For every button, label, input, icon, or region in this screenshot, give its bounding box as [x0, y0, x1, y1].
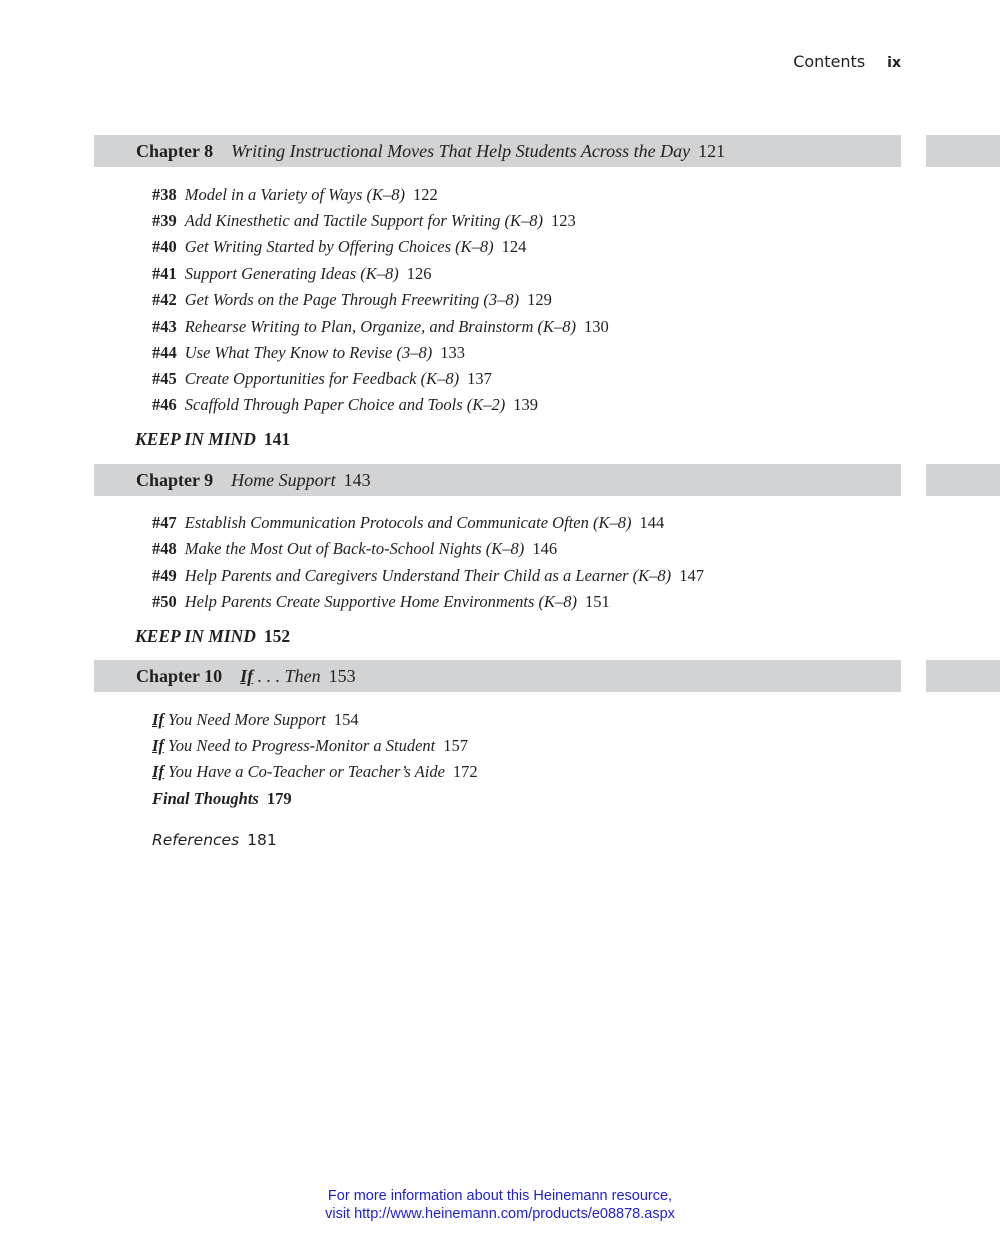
- chapter-8-label: Chapter 8: [136, 141, 214, 161]
- chapter-9-page: 143: [343, 470, 371, 490]
- toc-entry-38: [152, 185, 438, 205]
- entry-page: 146: [532, 539, 558, 558]
- entry-page: 122: [413, 185, 438, 204]
- entry-title: Rehearse Writing to Plan, Organize, and Brainstorm (K–8): [184, 317, 576, 336]
- toc-entry-41: [152, 264, 432, 284]
- entry-page: 126: [406, 264, 432, 283]
- toc-entry-45: [152, 369, 492, 389]
- entry-page: 144: [639, 513, 665, 532]
- toc-entry-49: [152, 566, 704, 586]
- entry-title: [152, 762, 445, 781]
- running-head: [793, 52, 901, 71]
- chapter-9-heading: [94, 464, 901, 496]
- toc-entry-40: [152, 237, 526, 257]
- toc-entry-39: [152, 211, 576, 231]
- chapter-8-page: 121: [698, 141, 726, 161]
- entry-number: #47: [152, 513, 177, 532]
- entry-title: Support Generating Ideas (K–8): [184, 264, 399, 283]
- entry-number: #42: [152, 290, 177, 309]
- chapter-9-label: Chapter 9: [136, 470, 214, 490]
- final-thoughts-title: Final Thoughts: [152, 789, 259, 808]
- entry-title-rest: You Need to Progress-Monitor a Student: [163, 736, 436, 755]
- entry-number: #41: [152, 264, 177, 283]
- toc-entry-if-co-teacher: [152, 762, 478, 782]
- chapter-9-edge-tab: [926, 464, 1000, 496]
- if-word: If: [240, 666, 254, 686]
- running-head-title: Contents: [793, 52, 866, 71]
- keep-in-mind-ch8: [135, 429, 290, 450]
- keep-in-mind-page: 141: [263, 429, 291, 449]
- entry-number: #44: [152, 343, 177, 362]
- chapter-10-label: Chapter 10: [136, 666, 223, 686]
- entry-title: [152, 710, 326, 729]
- entry-title: Help Parents Create Supportive Home Environments (K–8): [184, 592, 578, 611]
- entry-page: 172: [452, 762, 478, 781]
- running-head-page-number: ix: [887, 55, 901, 71]
- footer-note: [0, 1187, 1000, 1223]
- entry-page: 123: [551, 211, 576, 230]
- entry-page: 147: [679, 566, 704, 585]
- keep-in-mind-page: 152: [263, 626, 291, 646]
- entry-page: 157: [443, 736, 469, 755]
- entry-title: Establish Communication Protocols and Communicate Often (K–8): [184, 513, 632, 532]
- entry-number: #45: [152, 369, 177, 388]
- if-word: If: [152, 736, 164, 755]
- toc-entry-if-support: [152, 710, 359, 730]
- entry-title: Get Writing Started by Offering Choices (K–8): [184, 237, 494, 256]
- entry-title: Add Kinesthetic and Tactile Support for Writing (K–8): [184, 211, 544, 230]
- chapter-9-title: Home Support: [231, 470, 336, 490]
- toc-entry-43: [152, 317, 609, 337]
- toc-entry-if-progress-monitor: [152, 736, 468, 756]
- entry-number: #39: [152, 211, 177, 230]
- entry-title: Model in a Variety of Ways (K–8): [184, 185, 406, 204]
- entry-title: Get Words on the Page Through Freewriting (3–8): [184, 290, 520, 309]
- entry-page: 124: [501, 237, 527, 256]
- chapter-8-title: Writing Instructional Moves That Help Students Across the Day: [231, 141, 691, 161]
- entry-title: Help Parents and Caregivers Understand Their Child as a Learner (K–8): [184, 566, 672, 585]
- entry-title: Create Opportunities for Feedback (K–8): [184, 369, 460, 388]
- entry-title: Make the Most Out of Back-to-School Nights (K–8): [184, 539, 525, 558]
- entry-number: #48: [152, 539, 177, 558]
- entry-title-rest: You Need More Support: [163, 710, 326, 729]
- entry-number: #50: [152, 592, 177, 611]
- toc-entry-46: [152, 395, 538, 415]
- chapter-10-heading: [94, 660, 901, 692]
- keep-in-mind-label: KEEP IN MIND: [135, 429, 256, 449]
- footer-line-1: For more information about this Heinemann resource,: [327, 1188, 673, 1204]
- toc-entry-42: [152, 290, 552, 310]
- toc-entry-final-thoughts: [152, 789, 292, 809]
- entry-page: 151: [585, 592, 610, 611]
- entry-number: #49: [152, 566, 177, 585]
- references-entry: [152, 831, 277, 849]
- entry-page: 129: [527, 290, 552, 309]
- entry-page: 139: [513, 395, 539, 414]
- chapter-8-edge-tab: [926, 135, 1000, 167]
- entry-number: #46: [152, 395, 177, 414]
- entry-number: #38: [152, 185, 177, 204]
- chapter-10-title-rest: . . . Then: [253, 666, 321, 686]
- if-word: If: [152, 710, 164, 729]
- entry-number: #43: [152, 317, 177, 336]
- toc-entry-44: [152, 343, 465, 363]
- entry-page: 137: [467, 369, 492, 388]
- entry-number: #40: [152, 237, 177, 256]
- references-title: References: [152, 831, 240, 849]
- entry-title-rest: You Have a Co-Teacher or Teacher’s Aide: [163, 762, 445, 781]
- if-word: If: [152, 762, 164, 781]
- references-page: 181: [247, 831, 277, 849]
- entry-page: 133: [440, 343, 465, 362]
- keep-in-mind-ch9: [135, 626, 290, 647]
- toc-entry-47: [152, 513, 664, 533]
- footer-link[interactable]: visit http://www.heinemann.com/products/e08878.aspx: [325, 1206, 675, 1222]
- chapter-8-heading: [94, 135, 901, 167]
- chapter-10-page: 153: [328, 666, 356, 686]
- entry-page: 154: [333, 710, 359, 729]
- toc-entry-48: [152, 539, 557, 559]
- entry-title: [152, 736, 435, 755]
- entry-title: Use What They Know to Revise (3–8): [184, 343, 433, 362]
- entry-page: 130: [584, 317, 609, 336]
- toc-entry-50: [152, 592, 610, 612]
- final-thoughts-page: 179: [266, 789, 292, 808]
- chapter-10-title: [240, 666, 321, 686]
- entry-title: Scaffold Through Paper Choice and Tools (K–2): [184, 395, 506, 414]
- keep-in-mind-label: KEEP IN MIND: [135, 626, 256, 646]
- chapter-10-edge-tab: [926, 660, 1000, 692]
